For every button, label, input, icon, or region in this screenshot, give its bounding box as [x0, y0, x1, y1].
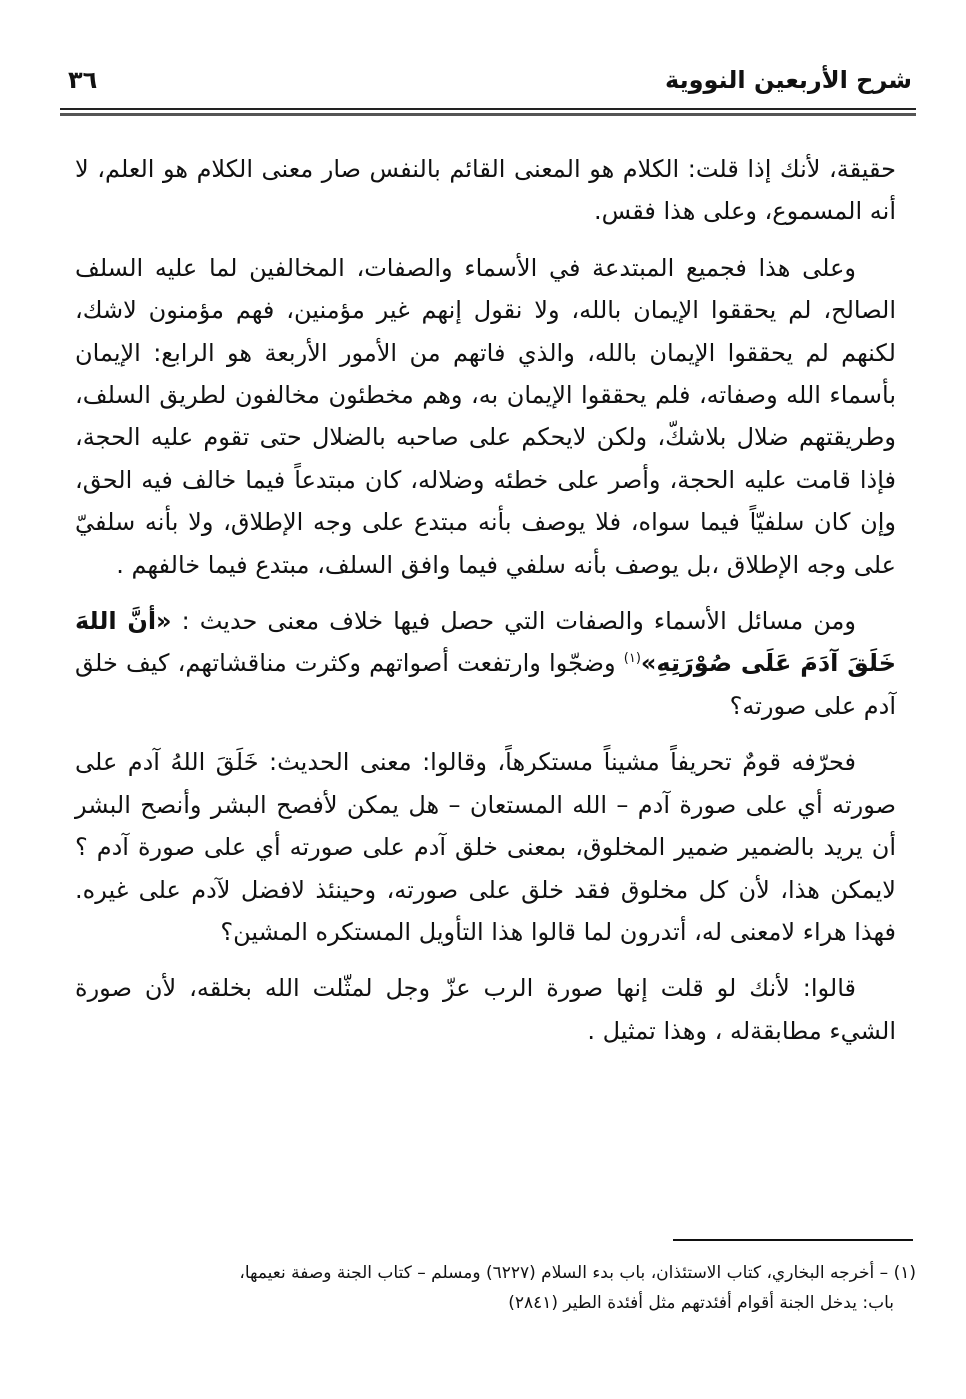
- paragraph-3: [75, 600, 896, 727]
- paragraph-1: حقيقة، لأنك إذا قلت: الكلام هو المعنى القائم بالنفس صار معنى الكلام هو العلم، لا أنه المسموع، وعلى هذا فقس.: [75, 155, 896, 226]
- main-text: [75, 148, 896, 1066]
- header-rule: [60, 108, 916, 110]
- running-title: شرح الأربعين النووية: [665, 66, 912, 94]
- paragraph-2: وعلى هذا فجميع المبتدعة في الأسماء والصفات، المخالفين لما عليه السلف الصالح، لم يحققوا الإيمان بالله، ولا نقول إنهم غير مؤمنين، فهم مؤمنون لاشك، لكنهم لم يحققوا الإيمان بالله، والذي فاتهم من الأمور الأربعة هو الرابع: الإيمان بأسماء الله وصفاته، فلم يحققوا الإيمان به، وهم مخطئون مخالفون لطريق السلف، وطريقتهم ضلال بلاشكّ، ولكن لايحكم على صاحبه بالضلال حتى تقوم عليه الحجة، فإذا قامت عليه الحجة، وأصر على خطئه وضلاله، كان مبتدعاً فيما خالف فيه الحق، وإن كان سلفيّاً فيما سواه، فلا يوصف بأنه مبتدع على وجه الإطلاق، ولا بأنه سلفيّ على وجه الإطلاق ،بل يوصف بأنه سلفي فيما وافق السلف، مبتدع فيما خالفهم .: [75, 253, 896, 579]
- footnote-line-1: (١) – أخرجه البخاري، كتاب الاستئذان، باب بدء السلام (٦٢٢٧) ومسلم – كتاب الجنة وصفة نعيمها،: [239, 1263, 916, 1283]
- hadith-quote: «أنَّ اللهَ خَلَقَ آدَمَ عَلَى صُوْرَتِهِ»: [75, 607, 896, 678]
- page-number: ٣٦: [68, 66, 98, 94]
- paragraph-4: فحرّفه قومٌ تحريفاً مشيناً مستكرهاً، وقالوا: معنى الحديث: خَلَقَ اللهُ آدم على صورته أي على صورة آدم – الله المستعان – هل يمكن لأفصح البشر وأنصح البشر أن يريد بالضمير ضمير المخلوق، بمعنى خلق آدم على صورته أي على صورة آدم ؟ لايمكن هذا، لأن كل مخلوق فقد خلق على صورته، وحينئذ لافضل لآدم على غيره. فهذا هراء لامعنى له، أتدرون لما قالوا هذا التأويل المستكره المشين؟: [75, 748, 896, 946]
- paragraph-3-intro: ومن مسائل الأسماء والصفات التي حصل فيها خلاف معنى حديث :: [171, 607, 856, 636]
- paragraph-3-rest: وضجّوا وارتفعت أصواتهم وكثرت مناقشاتهم، كيف خلق آدم على صورته؟: [75, 649, 896, 720]
- footnote-ref: (١): [623, 651, 641, 667]
- header-rule-double: [60, 113, 916, 116]
- footnote-line-2: باب: يدخل الجنة أقوام أفئدتهم مثل أفئدة الطير (٢٨٤١): [508, 1293, 894, 1313]
- footnote: [70, 1258, 916, 1318]
- paragraph-5: قالوا: لأنك لو قلت إنها صورة الرب عزّ وجل لمثّلت الله بخلقه، لأن صورة الشيء مطابقةله ، وهذا تمثيل .: [75, 974, 896, 1045]
- footnote-separator: [673, 1239, 913, 1241]
- page-header: [60, 62, 916, 102]
